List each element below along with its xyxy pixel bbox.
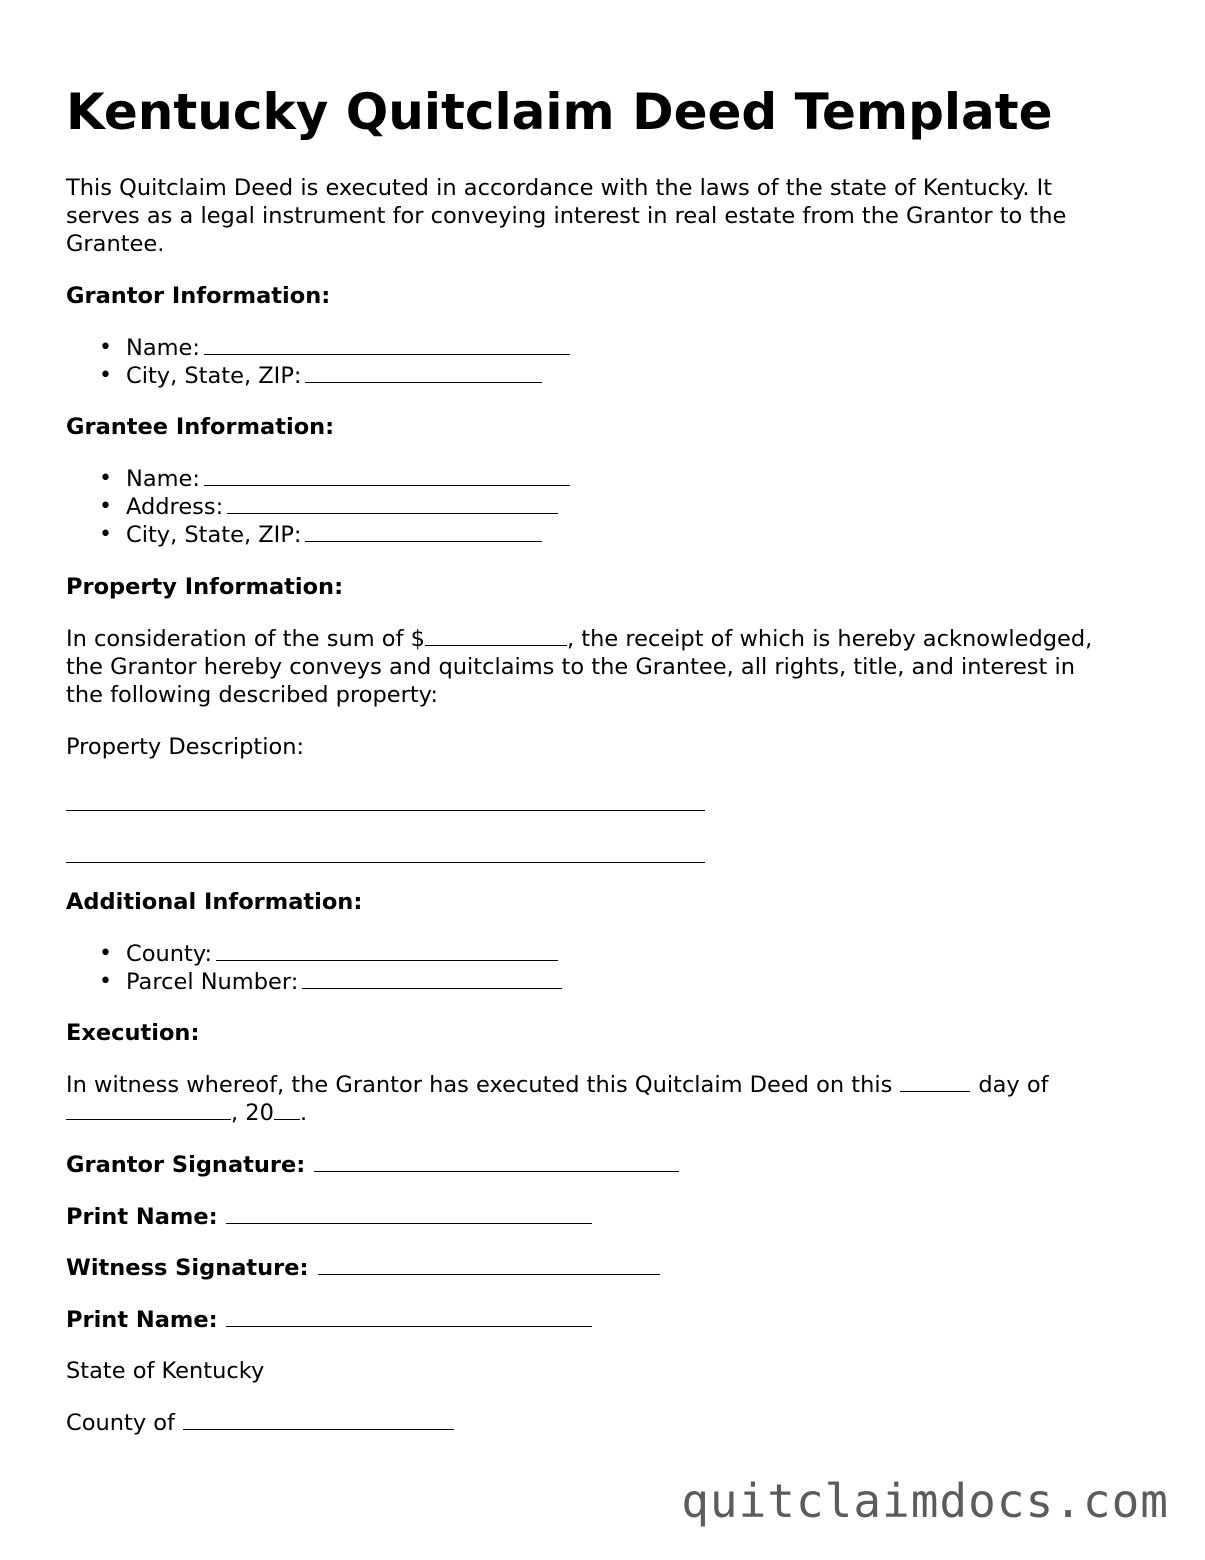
intro-line-3: Grantee. [66,231,165,257]
witness-prefix: In witness whereof, the Grantor has executed this Quitclaim Deed on this [66,1072,893,1098]
print-name-line-1 [66,1203,592,1231]
witness-signature-label: Witness Signature: [66,1255,309,1281]
grantor-signature-field[interactable] [314,1151,679,1172]
parcel-item [126,968,562,996]
grantee-city-item [126,521,542,549]
consideration-prefix: In consideration of the sum of $ [66,626,425,652]
grantee-heading: Grantee Information: [66,414,335,440]
grantee-name-field[interactable] [204,465,570,486]
print-name-line-2 [66,1306,592,1334]
property-description-line-1[interactable] [66,810,705,811]
print-name-field-2[interactable] [226,1306,592,1327]
grantee-address-label: Address: [126,494,224,520]
year-suffix: . [299,1100,308,1126]
grantee-address-field[interactable] [227,493,558,514]
grantor-city-label: City, State, ZIP: [126,363,302,389]
grantor-signature-label: Grantor Signature: [66,1152,306,1178]
witness-signature-field[interactable] [318,1254,660,1275]
consideration-line-3: the following described property: [66,682,438,708]
property-heading: Property Information: [66,574,344,600]
grantee-address-item [126,493,558,521]
parcel-label: Parcel Number: [126,969,299,995]
execution-heading: Execution: [66,1020,200,1046]
property-description-line-2[interactable] [66,862,705,863]
county-of-line [66,1409,454,1437]
grantee-city-field[interactable] [305,521,542,542]
print-name-field-1[interactable] [226,1203,592,1224]
county-item [126,940,558,968]
county-field[interactable] [216,940,558,961]
parcel-number-field[interactable] [302,968,562,989]
print-name-label-1: Print Name: [66,1204,218,1230]
consideration-suffix: , the receipt of which is hereby acknowledged, [566,626,1093,652]
execution-day-field[interactable] [900,1071,970,1092]
document-title: Kentucky Quitclaim Deed Template [66,83,1053,141]
execution-month-field[interactable] [66,1099,231,1120]
consideration-line-2: the Grantor hereby conveys and quitclaims to the Grantee, all rights, title, and interest in [66,654,1076,680]
witness-line-2 [66,1099,307,1127]
grantor-name-field[interactable] [204,334,570,355]
execution-year-field[interactable] [274,1099,300,1120]
county-label: County: [126,941,213,967]
print-name-label-2: Print Name: [66,1307,218,1333]
intro-line-1: This Quitclaim Deed is executed in accordance with the laws of the state of Kentucky. It [66,175,1053,201]
grantee-name-item [126,465,570,493]
intro-line-2: serves as a legal instrument for conveying interest in real estate from the Grantor to the [66,203,1067,229]
grantor-name-label: Name: [126,335,200,361]
grantor-city-field[interactable] [305,362,542,383]
additional-heading: Additional Information: [66,889,363,915]
grantor-heading: Grantor Information: [66,283,331,309]
witness-day-suffix: day of [978,1072,1049,1098]
consideration-amount-field[interactable] [425,625,567,646]
grantee-city-label: City, State, ZIP: [126,522,302,548]
grantor-city-item [126,362,542,390]
watermark: quitclaimdocs.com [681,1474,1169,1528]
county-of-label: County of [66,1410,175,1436]
grantor-signature-line [66,1151,679,1179]
property-description-label: Property Description: [66,734,305,760]
county-of-field[interactable] [183,1409,454,1430]
witness-signature-line [66,1254,660,1282]
state-line: State of Kentucky [66,1358,265,1384]
grantee-name-label: Name: [126,466,200,492]
year-prefix: , 20 [231,1100,274,1126]
witness-line-1 [66,1071,1049,1099]
grantor-name-item [126,334,570,362]
consideration-line-1 [66,625,1092,653]
